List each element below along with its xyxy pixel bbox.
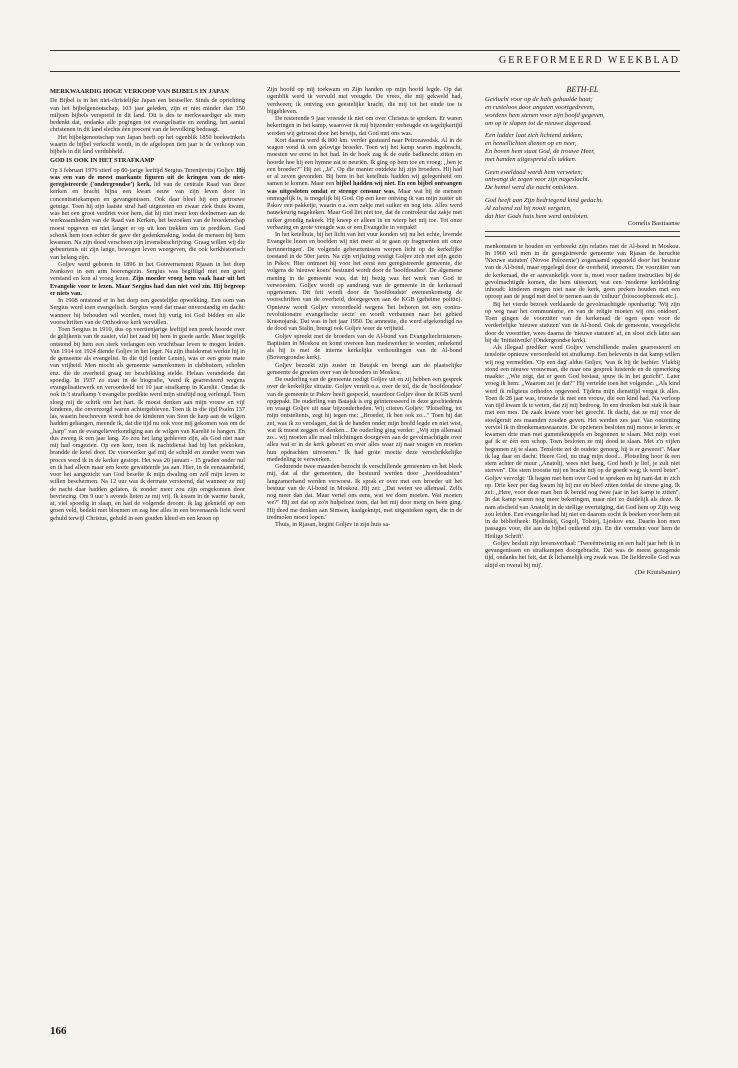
poem-title: BETH-EL [566, 85, 599, 94]
poem-author: Cornelis Bastiaanse [627, 220, 680, 228]
column-1 [50, 86, 245, 522]
poem-stanza: Geen eweldaad wordt hem verweten; ontvangt de zegen voor zijn nageslacht. De hemel werd die nacht ontsloten. [485, 168, 590, 192]
heading-strafkamp: GOD IS OOK IN HET STRAFKAMP [50, 157, 155, 165]
paragraph: In 1908 ontstond er in het dorp een geestelijke opwekking. Een oom van Sergius werd toen evangelisch. Sergius vond dat maar onverstandig en dacht: wanneer hij behouden wil worden, moet hij vurig tot God bidden en alle voorschriften van de Orthodoxe kerk vervullen. [50, 297, 245, 326]
paragraph: In het ketelhuis, bij het licht van het vuur konden wij nu het echte, levende Evangelie lezen en boefden wij niet meer af te gaan op fragmenten uit onze herinneringen'. De volgende gebeurtenissen werpen licht op de kerkelijke toestand in de 50er jaren. Na zijn vrijlating vestigt Goljev zich met zijn gezin in Pskov. Hier ontmoet hij voor het eerst een geregistreerde gemeente, die volgens de 'nieuwe koers' bestuurd wordt door de 'hoofdoudste'. De algemene mening in de gemeente was, dat hij bezig was het werk van God te verwoesten. Goljev wordt op aandrang van de gemeente in de kerkeraad opgenomen. Dit feit wordt door de 'hoofdoudste' overeenkomstig de voorschriften van de overheid, doorgegeven aan de KGB (geheime politie). Opnieuw wordt Goljev veroordeeld wegens 'het behoren tot een contra-revolutionaire evangelische secte' en wordt verbannen naar het gebied Krasnojarsk. Dat was in het jaar 1950. De amnestie, die werd afgekondigd na de dood van Stalin, brengt ook Goljev weer de vrijheid. [267, 231, 462, 333]
column-3 [485, 86, 680, 579]
heading-bible-sales: MERKWAARDIG HOGE VERKOOP VAN BIJBELS IN JAPAN [50, 88, 229, 95]
paragraph: Kort daarna werd ik 800 km. verder gestuurd naar Petrozavodsk. Al in de wagon vond ik een gelovige broeder. Toen wij het kamp waren ingebracht, moesten we eerst in het bad. In de hoek zag ik de oude badknecht zitten en hoorde hoe hij een hymne zat te neuriën. Ik ging op hem toe en vroeg: ,,ben je een broeder?" Hij zei ,,Ja". Op die manier ontdekte hij zijn broeders. Hij had er al zeven gevonden. Bij hem in het ketelhuis hadden wij gelegenheid om samen te komen. Maar een bijbel hadden wij niet. En een bijbel ontvangen was uitgesloten omdat er strenge censuur was. Maar wat bij de mensen onmogelijk is, is mogelijk bij God. Op een keer ontving ik van mijn zuster uit Pskov een pakketje, waarin o.a. een zakje met suiker en nog iets. Alles werd nauwkeurig nagekeken. Maar God liet niet toe, dat de controleur dat zakje met suiker grondig nakeek. Hij kneep er alleen in en wierp het mij toe. Tot onze verbazing en grote vreugde was er een Evangelie in verpakt! [267, 136, 463, 231]
paragraph: Toen Sergius in 1910, dus op veertienjarige leeftijd een preek hoorde over de gelijkenis van de zaaier, viel het zaad bij hem in goede aarde. Maar tegelijk ontstond bij hem een sterk verlangen een vruchtbaar leven te mogen leiden. Van 1914 tot 1924 diende Goljev in het leger. Na zijn thuiskomst werkte hij in de gemeente als evangelist. In die tijd (onder Lenin), was er een grote mate van vrijheid. Men mocht als gemeente samenkomen in clubhuizen, scholen enz. die de overheid graag ter beschikking stelde. Helaas veranderde dat spoedig. In 1937 zo staat in de biografie, 'werd ik gearresteerd wegens evangelisatiewerk en veroordeeld tot 10 jaar strafkamp in Karelië. Omdat ik ook in 't strafkamp 't evangelie predikte werd mijn straftijd nog verlengd. Toen sloeg mij de schrik om het hart. Ik moest denken aan mijn vrouw en vijf kinderen, die onverzorgd waren achtergebleven. Toen ik in die tijd Psalm 137 las, waarin beschreven wordt hoe de kinderen van Sion de harp aan de wilgen hadden gehangen, meende ik, dat die tijd nu ook voor mij gekomen was om de ,,harp" van de evangelieverkondiging aan de wilgen van Karelië te hangen. En dus zweeg ik een jaar lang. Zo zou het lang gebleven zijn, als God niet naar mij had omgezien. Op een keer, toen ik nachtdienst had bij het pekkoken, brandde de ketel door. De voorwerker gaf mij de schuld en zonder vorm van proces werd ik in de kerker gestopt. Het was 20 januari - 15 graden onder nul en ik had alleen maar een korte gewatteerde jas aan. Hier, in de eenzaamheid, voor het aangezicht van God besefte ik mijn dwaling om zelf mijn leven te willen beschermen. Na 12 uur was ik dermate versteend, dat wanneer ze mij de nacht daar hadden gelaten, ik zonder meer zou zijn omgekomen door bevriezing. Om 9 uur 's avonds lieten ze mij vrij. Ik kwam in de warme barak, at, viel spoedig in slaap, en had de volgende droom: ik lag geknield op een groen veld, bedekt met bloemen en zag hoe alles in een bovenaards licht werd gehuld terwijl Christus, gehuld in een gouden kleed en een kroon op [50, 326, 245, 522]
paragraph: De ouderling van de gemeente nodigt Goljev uit en zij hebben een gesprek over de kerkelijke situatie. Goljev vertelt o.a. over de tol, die de 'hoofdoudste' van de gemeente te Pskov heeft gespeeld, waardoor Goljev door de KGB werd opgepakt. De ouderling van Batajsk is erg geïnteresseerd in deze geschiedenis en vraagt Goljev uit naar bijzonderheden. Wij citeren Goljev: 'Plotseling, tot mijn ontsteltenis, zegt hij tegen me: ,,Broeder, ik ben ook zo..." Toen hij dat zei, was ik zo verslagen, dat ik de handen onder mijn hoofd legde en niet wist, wat ik moest zeggen of denken... De ouderling ging verder: ,,Wij zijn allemaal zo... wij moeten alle maal inlichtingen doorgeven aan de gevolmachtigde over alles wat er in de kerk gebeurt en over alles waar zij naar vragen en moeten hun opdrachten uitvoeren." Ik had grote moeite deze verschrikkelijke mededeling te verwerken. [267, 376, 463, 463]
paragraph: Goljev werd geboren in 1896 in het Gouvernement Rjasan in het dorp Ivankovo in een arm boerengezin. Sergius was begiftigd met een goed verstand en kon al vroeg lezen. Zijn moeder vroeg hem vaak haar uit het Evangelie voor te lezen. Maar Sergius had dan niet veel zin. Hij begreep er niets van. [50, 260, 246, 297]
paragraph: Bij het vierde bezoek verklaarde de gevolmachtigde openhartig: 'Wij zijn op weg naar het communisme, en van de religie moeten wij ons ontdoen'. Toen gingen de voorzitter van de kerkeraad de ogen open voor de verderfelijke 'nieuwe statuten' van de Al-bond. Ook de gemeente, voorgelicht door de voorzitter, wees daarna de 'nieuwe statuten' af, en sloot zich later aan bij de 'Initiativniki' (Ondergrondse kerk). [485, 300, 680, 344]
poem-stanza: Een ladder laat zich lichtend zakken; en hemellichten dienen op en neer, En boven hem staat God, de trouwe Heer, met handen uitgespreid als takken. [485, 132, 595, 163]
poem-stanza: God heeft aan Zijn bedriegend kind gedacht. Al zalvend zal hij nooit vergeten, dat hier Gods huis hem werd ontsloten. [485, 197, 604, 220]
paragraph: Goljev besluit zijn levensverhaal: 'Tweeëntwintig en een half jaar heb ik in gevangenissen en strafkampen doorgebracht. Dat was de meest gezegende tijd, ondanks het feit, dat ik lichamelijk erg zwak was. De liefdevolle God was altijd en overal bij mij'. [485, 539, 680, 569]
paragraph: Gedurende twee maanden bezocht ik verschillende gemeenten en het bleek mij, dat al die gemeenten, die bestuurd werden door ,,hoofdoudsten" langzamerhand werden verwoest. Ik sprak er over met een broeder uit het bestuur van de Al-bond in Moskou. Hij zei: ,,Dat weten we allemaal. Zelfs nog meer dan dat. Maar vertel ons eens, wat we doen moeten. Wat moeten we?" Hij zei dat op zo'n hulpeloze toon, dat het mij door merg en been ging. Hij deed me denken aan Simson, kaalgeknipt, met uitgestoken ogen, die in de tredmolen moest lopen.' [267, 463, 462, 521]
paragraph: Het bijbelgenootschap van Japan heeft op het ogenblik 1850 boekwinkels waarin de bijbel verkocht wordt, in de afgelopen tien jaar is de verkoop van bijbels in dit land verdubbeld. [50, 133, 245, 155]
masthead: GEREFORMEERD WEEKBLAD [50, 50, 680, 72]
paragraph: menkomsten te houden en verbreekt zijn relaties met de Al-bond in Moskou. In 1960 wil men in de geregistreerde gemeente van Rjasan de beruchte 'Nieuwe statuten' (Novoe Polozenie') zogenaamd opgesteld door het bestuur van de Al-bond, maar opgelegd door de overheid, invoeren. De voorzitter van de kerkeraad, die er aanvankelijk voor is, moet voor nadere instructies bij de gevolmachtigde komen, die hem uiteenzet, wat een 'moderne kerkleiding' inhoudt: kinderen mogen niet naar de kerk, geen preken houden met een oproep aan de jeugd met deel te nemen aan de 'cultuur' (bioscoopbezoek etc.). [485, 242, 680, 301]
paragraph: Thuis, in Rjasan, begint Goljev in zijn huis sa- [275, 521, 391, 528]
paragraph: De Bijbel is in het niet-christelijke Japan een bestseller. Sinds de oprichting van het bijbelgenootschap, 103 jaar geleden, zijn er niet minder dan 150 miljoen bijbels verspreid in dit land. Dit is des te merkwaardiger als men bedenkt dat, ondanks alle pogingen tot evangelisatie en zending, het aantal christenen in dit land slechts één procent van de bevolking bedraagt. [50, 97, 245, 134]
divider [485, 231, 680, 237]
paragraph: Goljev spreekt met de broeders van de Al-bond van Evangeliechristenen-Baptisten in Moskou en komt overeen hun medewerker te worden, onbekend als hij is met de interne kerkelijke verhoudingen van de Al-bond (Bovengrondse kerk). [267, 332, 462, 362]
source-credit: (De Kruisbanier) [635, 568, 680, 576]
paragraph: Als illegaal prediker werd Goljev verschillende malen gearresteerd en tenslotte opnieuw veroordeeld tot strafkamp. Een belevenis in dat kamp willen wij nog vermelden. 'Op een dag' aldus Goljev, 'was ik bij de barbier. Vlakbij stond een nieuwe vrouwman, die naar ons gesprek luisterde en de opmerking maakte: ,,Wie zegt, dat er geen God bestaat, spuw ik in het gezicht". Later vroeg ik hem: ,,Waarom zei je dat?" Hij vertelde toen het volgende: ,,Als kind werd ik religieus orthodox opgevoed. Tijdens mijn diensttijd vergat ik alles. Toen ik 28 jaar was, trouwde ik met een vrouw, die een kind had. Na verloop van tijd kwam ik te weten, dat zij mij bedroog. In een dronken bui stak ik haar met een mes. De zaak kwam voor het gerecht. Ik dacht, dat ze mij voor de stoelgeruit zes maanden zouden geven. Het werden zes jaar. Van ontzetting verviel ik in dronkemanswaanzin. De opzieners besloten mij mores te leren: er kwamen drie man met gummiknuppels en begonnen te slaan. Met mijn voet gaf ik er één een schop. Toen besloten ze mij dood te slaan. Met z'n vijfen begonnen zij te slaan. Tenslotte zei de oudste: genoeg, hij is er geweest". Maar ik lag daar en dacht: Heere God, nu mag mijn dood... Plotseling hoor ik een stem achter de muur ,,Anatolij, wees niet bang, God heeft je lief, je zult niet sterven". Die stem troostte mij en bracht mij op de goede weg; ik werd beter". Goljev vervolgt: 'Ik begon met hem over God te spreken en hij nam dat in zich op. Drie keer per dag kwam hij bij me en bleef zitten totdat de sirene ging. Ik zei: ,,Here, voor deze man ben ik bereid nog twee jaar in het kamp te zitten". In dat kamp waren nog meer bekeringen, maar niet zo duidelijk als deze. Ik nam afscheid van Anatolij in de stellige overtuiging, dat God hem op Zijn weg zou leiden. Een evangelie had hij niet en daarom zocht ik boeken voor hem uit in de bibliotheek: Bjelinskij, Gogolj, Tolstoj, Ljeskov enz. Daarin kon men passages voor, die aan de bijbel ontleend zijn. En die vormden voor hem de Heilige Schrift'. [485, 344, 680, 540]
page [50, 50, 680, 1035]
page-number: 166 [50, 1025, 67, 1037]
paragraph: Op 3 februari 1976 stierf op 80-jarige leeftijd Sergius Terentjevitsj Goljev. Hij was een van de meest markante figuren uit de kringen van de niet-geregistreerde ('ondergrondse') kerk, lid van de centrale Raad van deze kerken en bracht bijna een kwart eeuw van zijn leven door in concentratiekampen en gevangenissen. Ook daar bleef hij een getrouwe getuige. Toen hij zijn laatste straf had uitgezeten en zwaar ziek thuis kwam, was het een groot verdriet voor hem, dat hij niet meer kon deelnemen aan de werkzaamheden van de Raad van Kerken, het bezoeken van de broederschap moest opgeven en niet langer er op uit kon trekken om te prediken. God schonk hem toen echter de gave der gedenkmaking, zodat de mensen bij hem kwamen. Na zijn dood verscheen zijn levensbeschrijving. Graag willen wij die gebeurtenis uit zijn lange, bewogen leven weergeven, die ook kerkhistorisch van belang zijn. [50, 166, 245, 261]
paragraph: Goljev bezoekt zijn zuster in Batajsk en brengt aan de plaatselijke gemeente de groeten over van de broeders in Moskou. [267, 361, 462, 376]
paragraph: De resterende 9 jaar vreesde ik niet om over Christus te spreken. Er waren bekeringen in het kamp, waarover ik mij bijzonder verheugde en tegelijkertijd werden wij getroost door het bewijs, dat God met ons was. [267, 115, 462, 137]
paragraph: Zijn hoofd op mij toekwam en Zijn handen op mijn hoofd legde. Op dat ogenblik werd ik vervuld met vreugde. De vrees, die mij gekweld had, verdween; ik ontving een geestelijke kracht, die mij tot het einde toe is bijgebleven. [267, 86, 462, 115]
poem-stanza: Gevlucht voor op de hals gehaalde haat; en rusteloos door angsten voortgedreven, wordens hem stenen voor zijn hoofd gegeven, om op te slapen tot de nieuwe dageraad. [485, 96, 605, 127]
column-2 [267, 86, 462, 528]
